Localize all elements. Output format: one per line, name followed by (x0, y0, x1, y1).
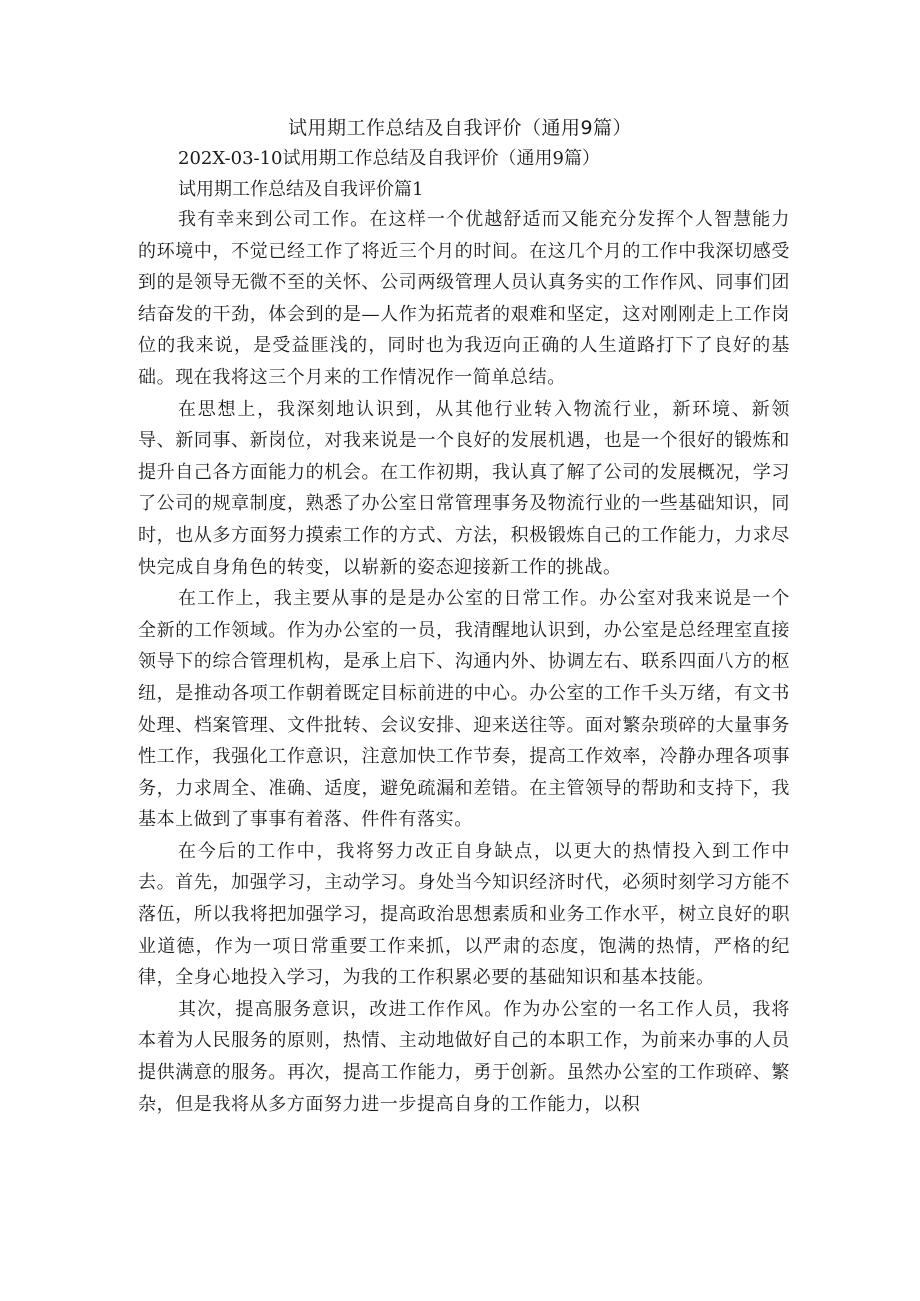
paragraph: 其次，提高服务意识，改进工作作风。作为办公室的一名工作人员，我将本着为人民服务的原则，热情、主动地做好自己的本职工作，为前来办事的人员提供满意的服务。再次，提高工作能力，勇于创新。虽然办公室的工作琐碎、繁杂，但是我将从多方面努力进一步提高自身的工作能力，以积 (138, 998, 790, 1115)
document-title: 试用期工作总结及自我评价（通用9篇） (287, 117, 633, 139)
date-line: 202X-03-10试用期工作总结及自我评价（通用9篇） (178, 148, 600, 169)
document-body (138, 204, 790, 1120)
paragraph: 在工作上，我主要从事的是是办公室的日常工作。办公室对我来说是一个全新的工作领域。作为办公室的一员，我清醒地认识到，办公室是总经理室直接领导下的综合管理机构，是承上启下、沟通内外、协调左右、联系四面八方的枢纽，是推动各项工作朝着既定目标前进的中心。办公室的工作千头万绪，有文书处理、档案管理、文件批转、会议安排、迎来送往等。面对繁杂琐碎的大量事务性工作，我强化工作意识，注意加快工作节奏，提高工作效率，冷静办理各项事务，力求周全、准确、适度，避免疏漏和差错。在主管领导的帮助和支持下，我基本上做到了事事有着落、件件有落实。 (138, 588, 790, 831)
paragraph: 在今后的工作中，我将努力改正自身缺点，以更大的热情投入到工作中去。首先，加强学习，主动学习。身处当今知识经济时代，必须时刻学习方能不落伍，所以我将把加强学习，提高政治思想素质和业务工作水平，树立良好的职业道德，作为一项日常重要工作来抓，以严肃的态度，饱满的热情，严格的纪律，全身心地投入学习，为我的工作积累必要的基础知识和基本技能。 (138, 840, 790, 989)
section-heading: 试用期工作总结及自我评价篇1 (178, 179, 424, 200)
paragraph: 我有幸来到公司工作。在这样一个优越舒适而又能充分发挥个人智慧能力的环境中，不觉已经工作了将近三个月的时间。在这几个月的工作中我深切感受到的是领导无微不至的关怀、公司两级管理人员认真务实的工作作风、同事们团结奋发的干劲，体会到的是—人作为拓荒者的艰难和坚定，这对刚刚走上工作岗位的我来说，是受益匪浅的，同时也为我迈向正确的人生道路打下了良好的基础。现在我将这三个月来的工作情况作一简单总结。 (138, 209, 790, 388)
paragraph: 在思想上，我深刻地认识到，从其他行业转入物流行业，新环境、新领导、新同事、新岗位，对我来说是一个良好的发展机遇，也是一个很好的锻炼和提升自己各方面能力的机会。在工作初期，我认真了解了公司的发展概况，学习了公司的规章制度，熟悉了办公室日常管理事务及物流行业的一些基础知识，同时，也从多方面努力摸索工作的方式、方法，积极锻炼自己的工作能力，力求尽快完成自身角色的转变，以崭新的姿态迎接新工作的挑战。 (138, 398, 790, 578)
